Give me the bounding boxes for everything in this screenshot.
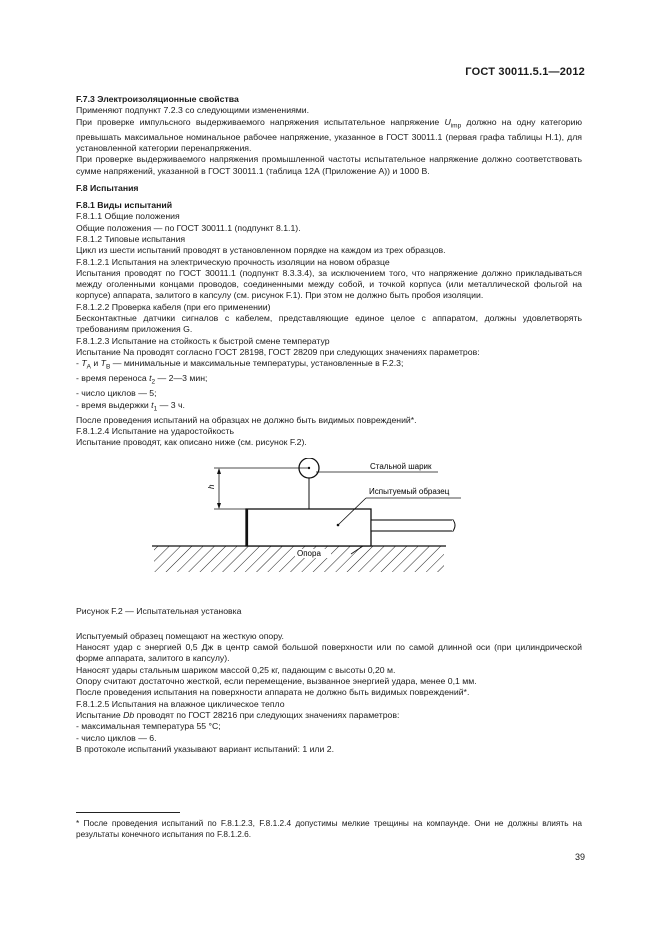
list-item xyxy=(76,358,582,373)
subsection-heading: F.8.1.2 Типовые испытания xyxy=(76,234,186,244)
paragraph: В протоколе испытаний указывают вариант испытаний: 1 или 2. xyxy=(76,743,335,754)
subsection-heading: F.8.1.2.1 Испытания на электрическую прочность изоляции на новом образце xyxy=(76,256,390,267)
h-arrow-top xyxy=(217,468,221,474)
text: - xyxy=(76,358,82,369)
document-body xyxy=(76,94,582,755)
symbol-t: t xyxy=(149,373,152,384)
symbol-t: T xyxy=(81,358,87,369)
paragraph: Испытание Na проводят согласно ГОСТ 28198, ГОСТ 28209 при следующих значениях параметров: xyxy=(76,346,480,357)
symbol-sub: imp xyxy=(450,122,462,130)
test-setup-diagram xyxy=(76,458,582,606)
paragraph: Бесконтактные датчики сигналов с кабелем, представляющие единое целое с аппаратом, должны удовлетворять требованиям приложения G. xyxy=(76,313,582,335)
symbol-t: T xyxy=(100,358,106,369)
sample-label: Испытуемый образец xyxy=(369,486,450,496)
text: — 3 ч. xyxy=(157,399,185,410)
list-item xyxy=(76,373,582,388)
symbol-sub: A xyxy=(86,364,91,371)
paragraph: Цикл из шести испытаний проводят в установленном порядке на каждом из трех образцов. xyxy=(76,245,446,256)
paragraph: Применяют подпункт 7.2.3 со следующими изменениями. xyxy=(76,105,310,116)
h-arrow-bottom xyxy=(217,503,221,509)
text: — минимальные и максимальные температуры, установленные в F.2.3; xyxy=(110,358,404,369)
support-label: Опора xyxy=(297,548,321,558)
subsection-heading: F.8.1.2.3 Испытание на стойкость к быстрой смене температур xyxy=(76,335,330,346)
paragraph: Испытуемый образец помещают на жесткую опору. xyxy=(76,630,284,641)
h-label: h xyxy=(207,484,216,489)
text: — 2—3 мин; xyxy=(155,373,208,384)
subsection-heading: F.8.1.2.4 Испытание на ударостойкость xyxy=(76,425,235,436)
paragraph: После проведения испытания на поверхности аппарата не должно быть видимых повреждений*. xyxy=(76,687,470,698)
text: - время переноса xyxy=(76,373,150,384)
list-item: - число циклов — 6. xyxy=(76,732,157,743)
footnote: * После проведения испытаний по F.8.1.2.3, F.8.1.2.4 допустимы мелкие трещины на компаунде. Они не должны влиять на результаты конечного испытания по F.8.1.2.6. xyxy=(76,818,582,839)
subsection-heading: F.8.1.2.2 Проверка кабеля (при его применении) xyxy=(76,301,271,312)
section-f8-title: F.8 Испытания xyxy=(76,182,139,193)
symbol-sub: 1 xyxy=(153,405,158,413)
paragraph: Наносят удары стальным шариком массой 0,25 кг, падающим с высоты 0,20 м. xyxy=(76,664,396,675)
symbol-sub: B xyxy=(105,364,111,371)
section-f81-title: F.8.1 Виды испытаний xyxy=(76,200,173,211)
symbol-sub: 2 xyxy=(151,379,156,387)
paragraph: После проведения испытаний на образцах не должно быть видимых повреждений*. xyxy=(76,414,417,425)
ball-label: Стальной шарик xyxy=(370,461,432,471)
list-item: - максимальная температура 55 °С; xyxy=(76,721,221,732)
text: и xyxy=(90,358,101,369)
paragraph: Испытания проводят по ГОСТ 30011.1 (подпункт 8.3.3.4), за исключением того, что напряжение должно прикладываться между оголенными концами проводов, соединенными между собой, и точкой корпуса (или металлической фольгой на корпусе) аппарата, залитого в капсулу (см. рисунок F.1). При этом не должно быть пробоя изоляции. xyxy=(76,267,582,301)
text: При проверке импульсного выдерживаемого напряжения испытательное напряжение xyxy=(76,116,445,127)
list-item xyxy=(76,400,582,415)
sample-leader-dot xyxy=(337,523,340,526)
paragraph: Испытание проводят, как описано ниже (см. рисунок F.2). xyxy=(76,437,307,448)
text: - время выдержки xyxy=(76,399,152,410)
page-number: 39 xyxy=(574,852,585,862)
figure-caption: Рисунок F.2 — Испытательная установка xyxy=(76,605,242,616)
standard-header: ГОСТ 30011.5.1—2012 xyxy=(465,66,585,78)
figure-f2 xyxy=(76,458,582,606)
paragraph: Общие положения — по ГОСТ 30011.1 (подпункт 8.1.1). xyxy=(76,222,301,233)
paragraph-impulse-voltage xyxy=(76,117,582,155)
list-item: - число циклов — 5; xyxy=(76,388,157,399)
section-f73-title: F.7.3 Электроизоляционные свойства xyxy=(76,94,239,104)
paragraph: Наносят удар с энергией 0,5 Дж в центр самой большой поверхности или по самой длинной оси (при цилиндрической форме аппарата, залитого в капсулу). xyxy=(76,642,582,664)
subsection-heading: F.8.1.2.5 Испытания на влажное циклическое тепло xyxy=(76,698,285,709)
paragraph: При проверке выдерживаемого напряжения промышленной частоты испытательное напряжение должно соответствовать сумме напряжений, указанной в ГОСТ 30011.1 (таблица 12А (Приложение А)) и 1000 В. xyxy=(76,154,582,176)
ball-center xyxy=(308,466,310,468)
paragraph: Опору считают достаточно жесткой, если перемещение, вызванное энергией удара, менее 0,1 мм. xyxy=(76,676,477,687)
symbol-u: U xyxy=(444,116,451,127)
text: должно на одну категорию превышать максимальное номинальное рабочее напряжение, указанное в ГОСТ 30011.1 (первая графа таблицы Н.1), для установленной категории перенапряжения. xyxy=(76,116,582,153)
test-sample xyxy=(246,509,371,546)
text: Испытание xyxy=(76,709,124,720)
paragraph-db xyxy=(76,710,582,721)
test-code: Db xyxy=(123,709,135,720)
text: проводят по ГОСТ 28216 при следующих значениях параметров: xyxy=(134,709,400,720)
symbol-t: t xyxy=(151,399,154,410)
subsection-heading: F.8.1.1 Общие положения xyxy=(76,211,180,222)
footnote-rule xyxy=(76,812,180,813)
cable xyxy=(371,520,453,531)
